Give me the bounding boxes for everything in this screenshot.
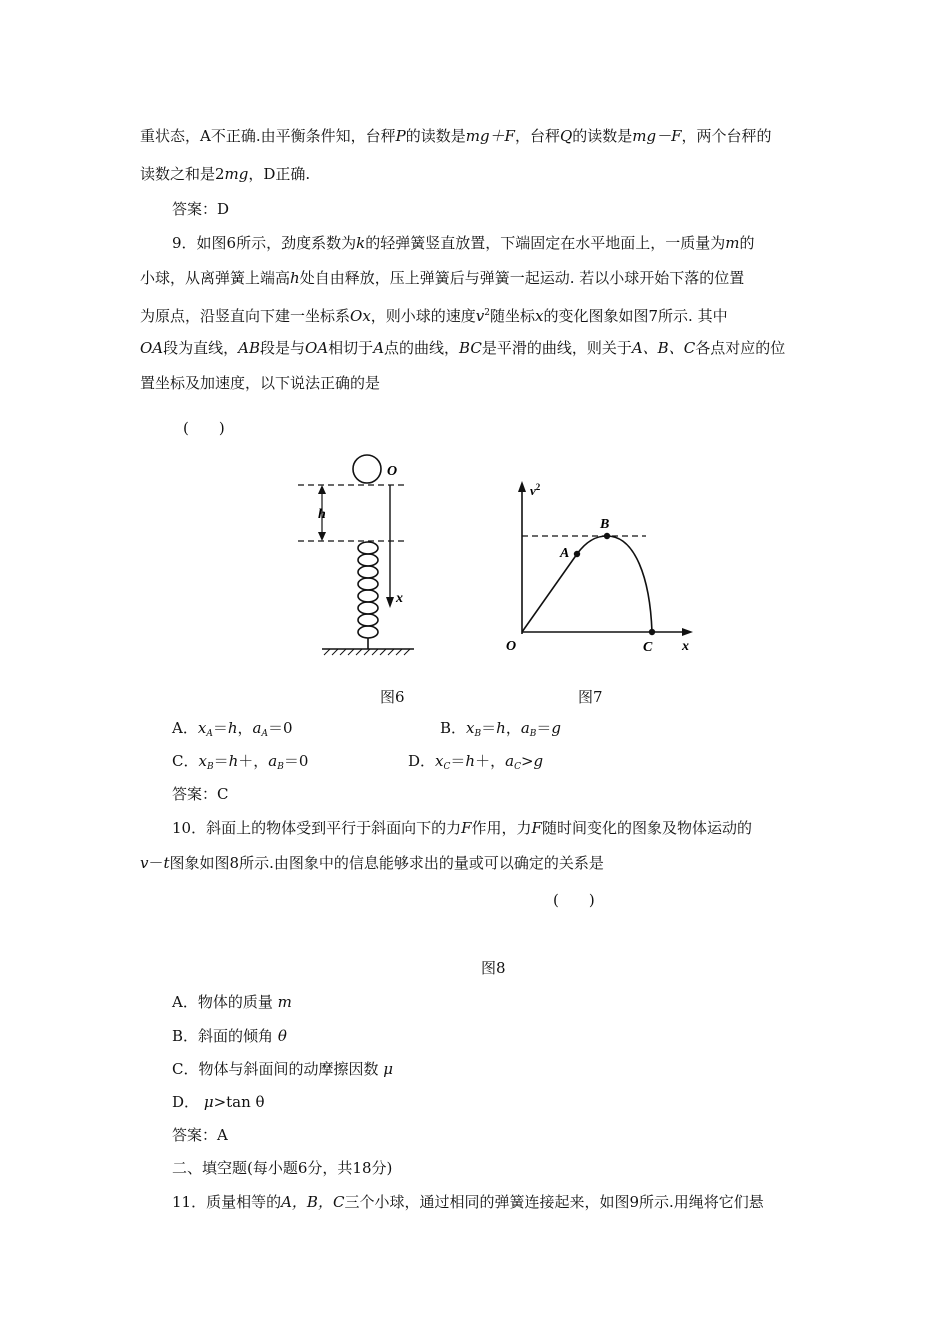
x-axis-label: x — [682, 639, 689, 654]
q9-option-a: A．$x_A=h$，$a_A=0$ — [172, 719, 293, 739]
v2-axis-label: $v^2$ — [530, 482, 541, 498]
q10-stem-line1: 10．斜面上的物体受到平行于斜面向下的力F作用，力F随时间变化的图象及物体运动的 — [172, 819, 752, 837]
q10-stem-line2: v－t图象如图8所示.由图象中的信息能够求出的量或可以确定的关系是 — [140, 854, 604, 872]
label-C: C — [643, 640, 653, 655]
q10-option-c: C．物体与斜面间的动摩擦因数 μ — [172, 1060, 394, 1078]
q8-answer: 答案：D — [172, 200, 230, 218]
figure-6-spring-ball — [290, 452, 450, 662]
v2-x-curve — [522, 536, 652, 632]
point-C — [649, 629, 655, 635]
figure-7-caption: 图7 — [578, 688, 603, 706]
height-label-h: h — [318, 507, 326, 522]
q10-option-a: A．物体的质量 m — [172, 993, 292, 1011]
q9-option-d: D．$x_C=h+$，$a_C>g$ — [408, 752, 544, 772]
figure-7-v2-x-graph — [490, 478, 700, 658]
ball — [353, 455, 381, 483]
label-A: A — [560, 546, 570, 561]
q8-explanation-line1: 重状态，A不正确.由平衡条件知，台秤P的读数是mg＋F，台秤Q的读数是mg－F，两个台秤的 — [140, 127, 772, 145]
origin-label-O: O — [387, 464, 398, 479]
q9-stem-line2: 小球，从离弹簧上端高h处自由释放，压上弹簧后与弹簧一起运动. 若以小球开始下落的位置 — [140, 269, 745, 287]
origin-label-O: O — [506, 639, 517, 654]
q9-option-b: B．$x_B=h$，$a_B=g$ — [440, 719, 562, 739]
q9-answer-bracket: ( ) — [183, 419, 225, 437]
q9-stem-line1: 9．如图6所示，劲度系数为k的轻弹簧竖直放置，下端固定在水平地面上，一质量为m的 — [172, 234, 755, 252]
q8-explanation-line2: 读数之和是2mg，D正确. — [140, 165, 311, 183]
label-B: B — [600, 517, 610, 532]
ground-hatch — [324, 649, 410, 655]
q9-stem-line5: 置坐标及加速度，以下说法正确的是 — [140, 374, 381, 392]
q10-answer-bracket: ( ) — [553, 891, 595, 909]
q9-stem-line4: OA段为直线，AB段是与OA相切于A点的曲线，BC是平滑的曲线，则关于A、B、C各点对应的位 — [140, 339, 786, 357]
point-B — [604, 533, 610, 539]
q10-option-d: D． μ>tan θ — [172, 1093, 265, 1111]
section-2-heading: 二、填空题(每小题6分，共18分) — [172, 1159, 393, 1177]
q11-stem-line1: 11．质量相等的A，B，C三个小球，通过相同的弹簧连接起来，如图9所示.用绳将它们悬 — [172, 1193, 764, 1211]
q9-answer: 答案：C — [172, 785, 229, 803]
figure-6-caption: 图6 — [380, 688, 405, 706]
figure-8-caption: 图8 — [481, 959, 506, 977]
point-A — [574, 551, 580, 557]
x-axis-label: x — [396, 591, 403, 606]
q10-answer: 答案：A — [172, 1126, 228, 1144]
q9-option-c: C．$x_B=h+$，$a_B=0$ — [172, 752, 309, 772]
q9-stem-line3: 为原点，沿竖直向下建一坐标系Ox，则小球的速度$v^2$随坐标x的变化图象如图7所示. 其中 — [140, 307, 728, 325]
q10-option-b: B．斜面的倾角 θ — [172, 1027, 287, 1045]
spring — [358, 542, 378, 649]
